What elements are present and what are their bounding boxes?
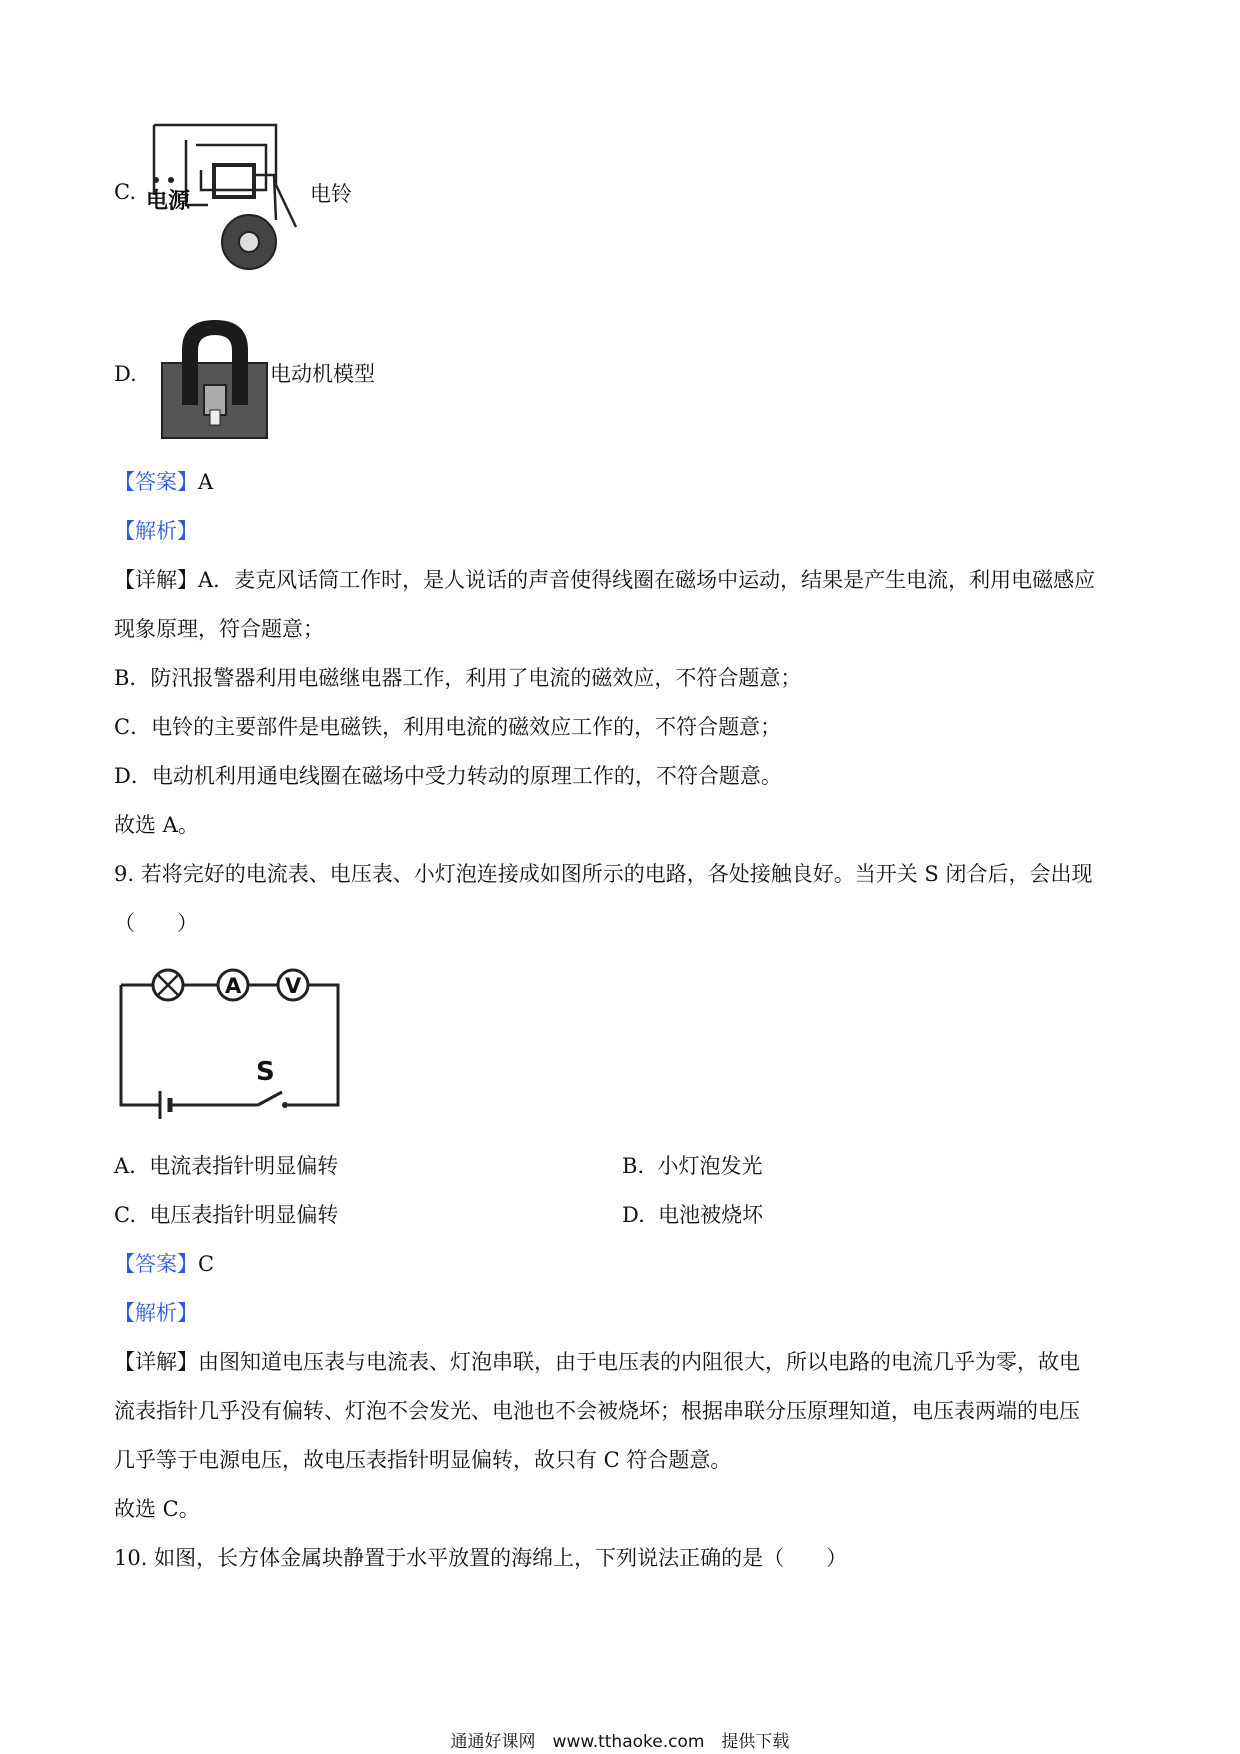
switch-label: S xyxy=(256,1057,275,1087)
option-c-caption: 电铃 xyxy=(310,182,352,206)
detail-tag: 【详解】 xyxy=(114,568,198,592)
page-footer: 通通好课网 www.tthaoke.com 提供下载 xyxy=(450,1732,790,1752)
option-text: 电压表指针明显偏转 xyxy=(149,1203,339,1227)
motor-model-figure xyxy=(160,315,270,440)
q8-line-d: D．电动机利用通电线圈在磁场中受力转动的原理工作的，不符合题意。 xyxy=(114,764,782,788)
q9-option-c xyxy=(114,1201,338,1229)
power-source-label: 电源 xyxy=(146,189,191,214)
lamp-symbol xyxy=(153,970,183,1000)
q9-detail-line-1 xyxy=(114,1348,1080,1376)
q9-stem-line-2: （ ） xyxy=(114,911,198,935)
analysis-tag: 【解析】 xyxy=(114,519,198,543)
q9-stem-line-1: 9. 若将完好的电流表、电压表、小灯泡连接成如图所示的电路，各处接触良好。当开关 S 闭合后，会出现 xyxy=(114,862,1093,886)
electric-bell-figure xyxy=(146,115,296,275)
option-text: 小灯泡发光 xyxy=(657,1154,763,1178)
q9-option-a xyxy=(114,1152,338,1180)
detail-tag: 【详解】 xyxy=(114,1350,198,1374)
q8-detail-line-1 xyxy=(114,566,1095,594)
ammeter-label: A xyxy=(225,974,242,998)
answer-value: A xyxy=(198,470,214,494)
q9-detail-line-3: 几乎等于电源电压，故电压表指针明显偏转，故只有 C 符合题意。 xyxy=(114,1448,732,1472)
ammeter-symbol xyxy=(218,970,248,1000)
q9-option-d xyxy=(622,1201,763,1229)
answer-tag: 【答案】 xyxy=(114,1252,198,1276)
analysis-tag: 【解析】 xyxy=(114,1301,198,1325)
q8-conclusion: 故选 A。 xyxy=(114,813,199,837)
option-d-caption: 电动机模型 xyxy=(270,362,375,386)
answer-value: C xyxy=(198,1252,215,1276)
q8-detail-line-2: 现象原理，符合题意； xyxy=(114,617,324,641)
q10-stem: 10. 如图，长方体金属块静置于水平放置的海绵上，下列说法正确的是（ ） xyxy=(114,1546,848,1570)
q9-circuit-diagram xyxy=(118,955,348,1115)
option-letter: D. xyxy=(622,1203,645,1227)
q8-answer-line xyxy=(114,468,213,496)
detail-text: 由图知道电压表与电流表、灯泡串联，由于电压表的内阻很大，所以电路的电流几乎为零，故电 xyxy=(198,1350,1080,1374)
q9-conclusion: 故选 C。 xyxy=(114,1497,200,1521)
q9-option-b xyxy=(622,1152,762,1180)
option-text: 电流表指针明显偏转 xyxy=(149,1154,339,1178)
q8-analysis-line xyxy=(114,517,198,545)
q9-answer-line xyxy=(114,1250,214,1278)
q8-line-c: C．电铃的主要部件是电磁铁，利用电流的磁效应工作的，不符合题意； xyxy=(114,715,782,739)
option-text: 电池被烧坏 xyxy=(658,1203,764,1227)
q9-detail-line-2: 流表指针几乎没有偏转、灯泡不会发光、电池也不会被烧坏；根据串联分压原理知道，电压表两端的电压 xyxy=(114,1399,1080,1423)
option-c-letter: C. xyxy=(114,180,136,204)
answer-tag: 【答案】 xyxy=(114,470,198,494)
option-letter: C. xyxy=(114,1203,136,1227)
option-letter: A. xyxy=(114,1154,136,1178)
detail-text: A．麦克风话筒工作时，是人说话的声音使得线圈在磁场中运动，结果是产生电流，利用电磁感应 xyxy=(198,568,1096,592)
voltmeter-label: V xyxy=(285,974,302,998)
q9-analysis-line xyxy=(114,1299,198,1327)
option-d-letter: D. xyxy=(114,362,137,386)
voltmeter-symbol xyxy=(278,970,308,1000)
q8-line-b: B．防汛报警器利用电磁继电器工作，利用了电流的磁效应，不符合题意； xyxy=(114,666,802,690)
option-letter: B. xyxy=(622,1154,645,1178)
